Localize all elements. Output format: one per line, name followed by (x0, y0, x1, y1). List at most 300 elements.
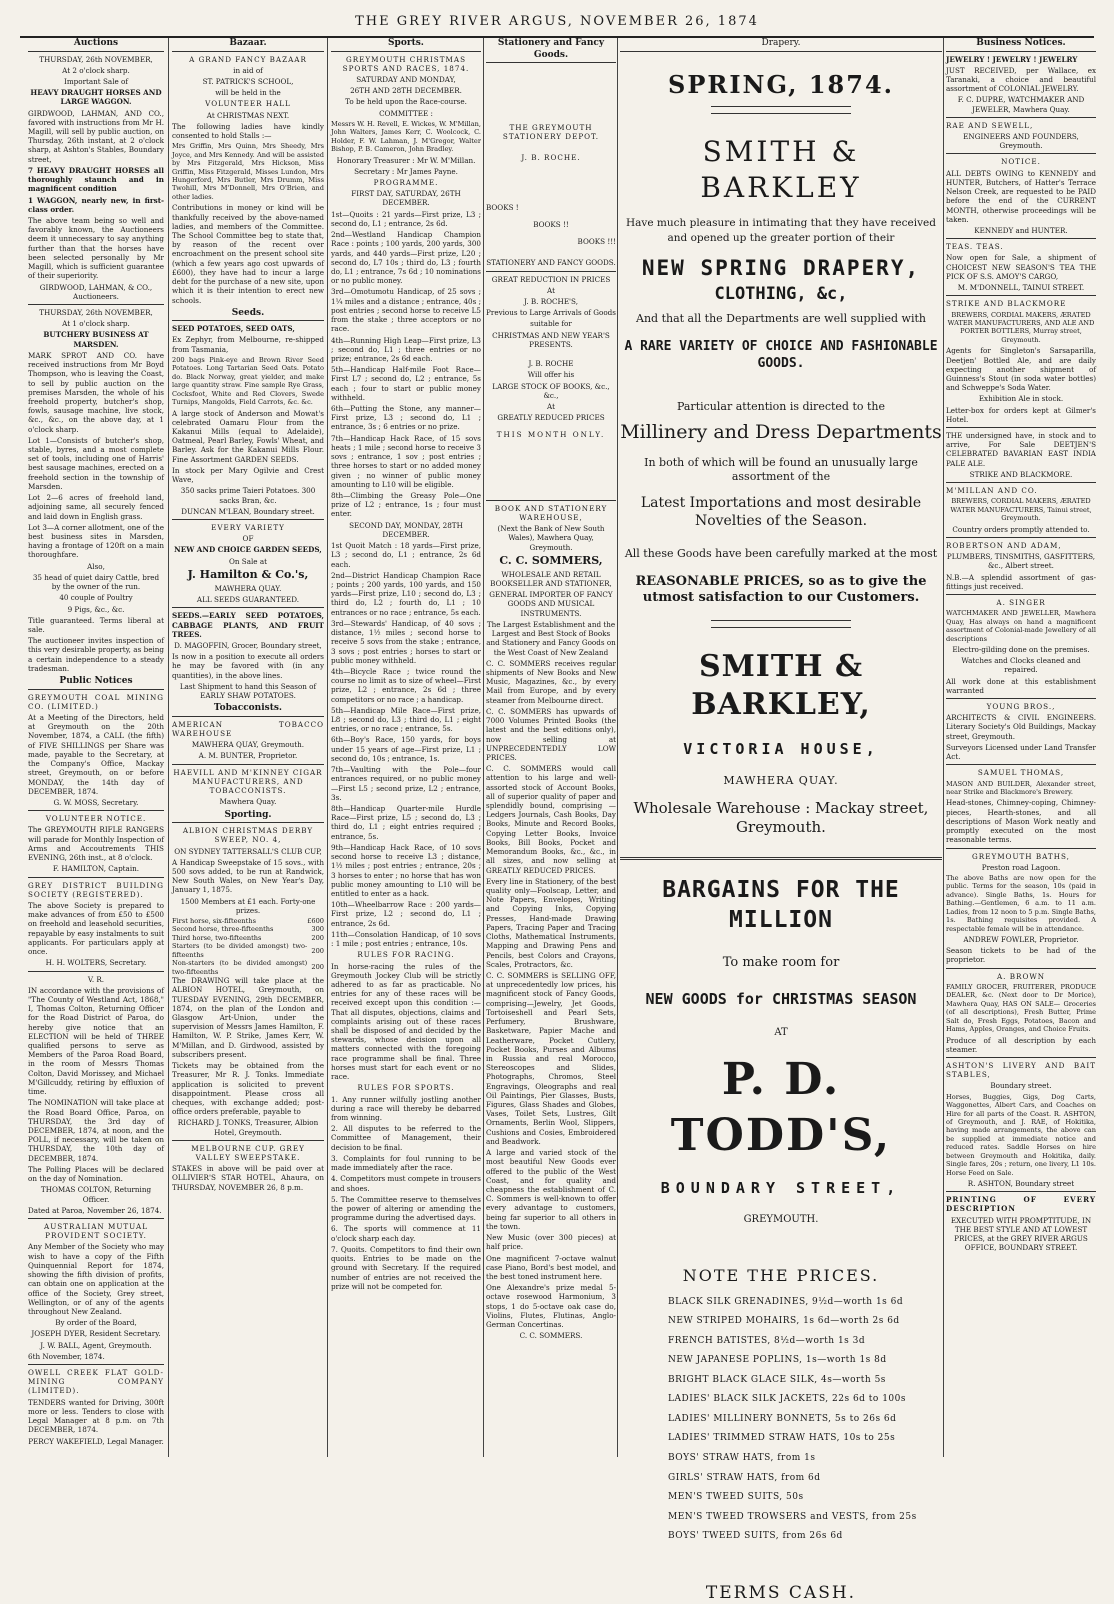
ad-title: ASHTON'S LIVERY AND BAIT STABLES, (946, 1060, 1096, 1080)
ad-line: Surveyors Licensed under Land Transfer Act. (946, 742, 1096, 762)
ad-line: ON SYDNEY TATTERSALL'S CLUB CUP, (174, 846, 322, 856)
firm-name-large: SMITH & BARKLEY, (691, 648, 871, 723)
ad-body: The above team being so well and favorably known, the Auctioneers deem it unnecessary to say anything further than that the horses have been selected personally by Mr Magill, which is sufficient guarantee of their superiority. (28, 216, 164, 281)
ad-line: Watches and Clocks cleaned and repaired. (961, 656, 1081, 675)
table-cell: Starters (to be divided amongst) two-fifteenths (172, 942, 308, 959)
divider (28, 1364, 164, 1365)
table-cell: Non-starters (to be divided amongst) two-fifteenths (172, 959, 308, 976)
ad-title: GREYMOUTH CHRISTMAS SPORTS AND RACES, 1874. (342, 54, 470, 73)
divider (28, 877, 164, 878)
divider (946, 482, 1096, 483)
ad-line: Also, (87, 561, 105, 571)
ad-line: D. MAGOFFIN, Grocer, Boundary street, (174, 640, 322, 650)
ad-body: MARK SPROT AND CO. have received instructions from Mr Boyd Thompson, who is leaving the Coast, to sell by public auction on the premises Marsden, the whole of his freehold property, butcher's shop, fowls, sausage machine, live stock, &c., &c., on the above day, at 1 o'clock sharp. (28, 350, 164, 434)
ad-title: GREYMOUTH BATHS, (972, 851, 1070, 861)
race-event: 1st Quoit Match : 18 yards—First prize, L3 ; second do, L1 ; entrance, 2s 6d each. (331, 541, 481, 569)
section-heading: Drapery. (620, 38, 942, 52)
race-event: 2nd—District Handicap Champion Race ; points ; 200 yards, 100 yards, and 150 yards—First prize, L10 ; second do, L3 ; third do, L2 ; fourth do, L1 ; 10 entrances or no race ; entrance, 5s each. (331, 570, 481, 617)
ad-body: A large and varied stock of the most beautiful New Goods ever offered to the public of the West Coast, and for quality and cheapness the establishment of C. C. Sommers is well-known to offer every advantage to customers, being far superior to all others in the town. (486, 1148, 616, 1231)
bargains-heading: BARGAINS FOR THE MILLION (662, 877, 900, 933)
race-event: 7th—Vaulting with the Pole—four entrances required, or no public money—First L5 ; second prize, L2 ; entrance, 3s. (331, 765, 481, 802)
ad-body: PLUMBERS, TINSMITHS, GASFITTERS, &c., Albert street. (946, 552, 1096, 571)
victoria-house: VICTORIA HOUSE, (683, 739, 879, 758)
advert-melbourne-cup (172, 1144, 324, 1192)
section-heading: Auctions (28, 38, 164, 52)
ad-body: In horse-racing the rules of the Greymouth Jockey Club will be strictly adhered to as far as practicable. No entries for any of these races will be received except upon this condition :—That all disputes, objections, claims and complaints arising out of these races shall be disposed of and decided by the stewards, whose decision upon all matters connected with the foregoing race programme shall be final. Three horses must start for each event or no race. (331, 961, 481, 1082)
advert-roche-reduction (486, 275, 616, 440)
ad-line: All work done at this establishment warranted (946, 676, 1096, 695)
divider (946, 295, 1096, 296)
ad-line: 26TH AND 28TH DECEMBER. (350, 86, 462, 96)
ad-body: The following ladies have kindly consented to hold Stalls :— (172, 121, 324, 141)
ad-signature: DUNCAN M'LEAN, Boundary street. (181, 506, 315, 516)
advert-gold-mining (28, 1368, 164, 1446)
price-item: GIRLS' STRAW HATS, from 6d (668, 1472, 821, 1483)
race-event: 10th—Wheelbarrow Race : 200 yards—First prize, L2 ; second do, L1 ; entrance, 2s 6d. (331, 900, 481, 928)
race-event: 8th—Climbing the Greasy Pole—One prize of L2 ; entrance, 1s ; four must enter. (331, 491, 481, 519)
column-divider (943, 38, 944, 1457)
divider (486, 500, 616, 501)
advert-sommers (486, 504, 616, 1341)
rule-item: 2. All disputes to be referred to the Committee of Management, their decision to be final. (331, 1124, 481, 1152)
advert-amp-society (28, 1222, 164, 1361)
ad-body: Any Member of the Society who may wish to have a copy of the Fifth Quinquennial Report for 1874, showing the fifth division of profits, can obtain one on application at the office of the Society, Grey street, Wellington, or of any of the agents throughout New Zealand. (28, 1242, 164, 1316)
ad-body: Horses, Buggies, Gigs, Dog Carts, Waggonettes, Albert Cars, and Coaches on Hire for all parts of the Coast. R. ASHTON, of Greymouth, and J. RAE, of Hokitika, having made arrangements, the above can be supplied at immediate notice and reduced rates. Saddle Horses on hire between Greymouth and Hokitika, daily. Single fares, 20s ; return, one livery, L1 10s. Horse Feed on Sale. (946, 1092, 1096, 1177)
column-divider (327, 38, 328, 1457)
marked-text: All these Goods have been carefully marked at the most (624, 546, 938, 560)
divider (28, 1218, 164, 1219)
advert-coal-mining (28, 693, 164, 808)
firm-name: SMITH & BARKLEY (700, 135, 862, 205)
todd-name: P. D. TODD'S, (670, 1053, 892, 1162)
ad-body: Messrs W. H. Revell, E. Wickes, W. M'Millan, John Walters, James Kerr, C. Woolcock, C. Holder, F. W. Lahman, J. M'Gregor, Walter Bishop, P. B. Cameron, John Bradley. (331, 119, 481, 154)
ad-body: One magnificent 7-octave walnut case Piano, Bord's best model, and the best toned instrument here. (486, 1253, 616, 1281)
race-event: 6th—Putting the Stone, any manner—First prize, L3 ; second do, L1 ; entrance, 3s ; 6 entries or no prize. (331, 404, 481, 432)
ad-line: Season tickets to be had of the proprietor. (946, 946, 1096, 965)
table-cell: Third horse, two-fifteenths (172, 933, 262, 942)
ad-firm: J. B. ROCHE. (521, 153, 581, 163)
ad-body: A large stock of Anderson and Mowat's celebrated Oamaru Flour from the Kakanui Mills (equal to Adelaide), Oatmeal, Pearl Barley, Fowls' Wheat, and Barley. Ask for the Kakanui Mills Flour. Fine Assortment GARDEN SEEDS. (172, 408, 324, 464)
ad-line: Boundary street. (990, 1081, 1052, 1091)
divider (946, 238, 1096, 239)
ad-title: GREAT REDUCTION IN PRICES (491, 274, 611, 284)
divider (172, 607, 324, 608)
intro-text: Have much pleasure in intimating that they have received and opened up the greater portion of their (626, 217, 936, 244)
divider (946, 427, 1096, 428)
column-divider (483, 38, 484, 1457)
price-item: LADIES' TRIMMED STRAW HATS, 10s to 25s (668, 1433, 896, 1444)
race-event: 5th—Handicap Mile Race—First prize, L8 ; second do, L3 ; third do, L1 ; eight entries, or no race ; entrance, 5s. (331, 705, 481, 734)
ad-body: New Music (over 300 pieces) at half price. (486, 1233, 616, 1252)
ad-line: RULES FOR RACING. (357, 950, 455, 960)
ad-signature: A. M. BUNTER, Proprietor. (198, 751, 298, 761)
ad-signature: R. ASHTON, Boundary street (967, 1179, 1075, 1189)
ad-line: Exhibition Ale in stock. (978, 394, 1064, 404)
ad-signature: KENNEDY and HUNTER. (974, 226, 1068, 236)
ornament-divider (711, 106, 851, 114)
ad-date: Dated at Paroa, November 26, 1874. (28, 1205, 162, 1215)
attention-text: Particular attention is directed to the (676, 400, 886, 414)
ad-body: The auctioneer invites inspection of this very desirable property, as being a certain independence to a steady tradesman. (28, 636, 164, 673)
ad-line: At CHRISTMAS NEXT. (206, 110, 290, 120)
ad-body: Contributions in money or kind will be thankfully received by the above-named ladies, and members of the Committee. The School Committee beg to state that, by reason of the recent over encroachment on the present school site (which a few years ago cost upwards of £600), they have had to incur a large debt for the purchase of a new site, upon which it is their intention to erect new schools. (172, 203, 324, 305)
ad-lot: 7 HEAVY DRAUGHT HORSES all thoroughly staunch and in magnificent condition (28, 165, 164, 194)
ad-line: LARGE STOCK OF BOOKS, &c., &c., (492, 381, 610, 400)
ad-line: will be held in the (215, 88, 281, 98)
rule-item: 1. Any runner wilfully jostling another during a race will thereby be debarred from winning. (331, 1094, 481, 1123)
ad-body: Head-stones, Chimney-coping, Chimney-pieces, Hearth-stones, and all descriptions of Mason Work neatly and promptly executed on the most reasonable terms. (946, 798, 1096, 845)
race-event: 9th—Handicap Hack Race, of 10 sovs second horse to receive L3 ; distance, 1½ miles ; post entries ; entrance, 20s ; 3 horses to enter ; no horse that has won public money amounting to L10 will be entitled to enter as a hack. (331, 842, 481, 898)
column-divider (617, 38, 618, 1457)
new-goods-heading: NEW GOODS for CHRISTMAS SEASON (645, 989, 917, 1008)
ad-line: Preston road Lagoon. (981, 862, 1061, 872)
race-event: 5th—Handicap Half-mile Foot Race—First L7 ; second do, L2 ; entrance, 5s each ; four to start or public money withheld. (331, 365, 481, 402)
advert-horses (28, 55, 164, 301)
ad-firm: J. Hamilton & Co.'s, (187, 567, 309, 581)
ad-title: STRIKE AND BLACKMORE (946, 299, 1067, 309)
ad-lot: Lot 2—6 acres of freehold land, adjoining same, all securely fenced and laid down in English grass. (28, 493, 164, 521)
mawhera-quay: MAWHERA QUAY. (723, 773, 839, 787)
ad-line: Honorary Treasurer : Mr W. M'Millan. (336, 155, 476, 165)
ad-firm: C. C. SOMMERS, (499, 553, 603, 567)
ad-body: C. C. SOMMERS would call attention to his large and well-assorted stock of Account Books, all of superior quality of paper and splendidly bound, comprising — Ledgers Journals, Cash Books, Day Books, Minute and Record Books, Copying Letter Books, Invoice Books, Bill Books, Pocket and Memorandum Books, &c., &c., in all sizes, and now selling at GREATLY REDUCED PRICES. (486, 764, 616, 875)
ad-title: TEAS. TEAS. (946, 242, 1004, 252)
divider (172, 519, 324, 520)
ad-line: GENERAL IMPORTER OF FANCY GOODS AND MUSICAL INSTRUMENTS. (489, 590, 613, 618)
ad-body: The Polling Places will be declared on the day of Nomination. (28, 1164, 164, 1184)
race-event: 11th—Consolation Handicap, of 10 sovs : 1 mile ; post entries ; entrance, 10s. (331, 929, 481, 949)
ornament-divider (711, 620, 851, 628)
advert-tobacco (172, 720, 324, 761)
ad-line: Ex Zephyr, from Melbourne, re-shipped from Tasmania, (172, 335, 324, 354)
divider (946, 153, 1096, 154)
ad-title: V. R. (87, 974, 105, 984)
advert-mmillan (946, 486, 1096, 534)
divider (172, 764, 324, 765)
divider (172, 1140, 324, 1141)
ad-line: ST. PATRICK'S SCHOOL, (202, 76, 294, 86)
latest-heading: Latest Importations and most desirable Novelties of the Season. (640, 494, 922, 529)
ad-line: CHRISTMAS AND NEW YEAR'S PRESENTS. (492, 330, 610, 349)
terms-cash: TERMS CASH. (705, 1582, 857, 1603)
ad-line: suitable for (530, 319, 572, 329)
ad-body: Mrs Griffin, Mrs Quinn, Mrs Sheedy, Mrs Joyce, and Mrs Kennedy. And will be assisted by Mrs Fitzgerald, Mrs Hickson, Miss Griffin, Miss Fitzgerald, Misses Lundon, Mrs Hungerford, Mrs Butler, Mrs Drumm, Miss Twohill, Mrs M'Donnell, Mrs O'Brien, and other ladies. (172, 142, 324, 201)
ad-line: Letter-box for orders kept at Gilmer's Hotel. (946, 405, 1096, 424)
ad-body: GIRDWOOD, LAHMAN, AND CO., favored with instructions from Mr H. Magill, will sell by public auction, on Thursday, 26th instant, at 2 o'clock sharp, at Ashton's Stables, Boundary street, (28, 108, 164, 164)
ad-title: OWELL CREEK FLAT GOLD-MINING COMPANY (LIMITED). (28, 1368, 164, 1396)
ad-body: ARCHITECTS & CIVIL ENGINEERS. Literary Society's Old Buildings, Mackay street, Greymouth. (946, 713, 1096, 741)
ad-line: BOOKS ! (486, 202, 519, 212)
divider (946, 698, 1096, 699)
ad-line: MAWHERA QUAY, Greymouth. (191, 740, 305, 750)
ad-line: 350 sacks prime Taieri Potatoes. 300 sacks Bran, &c. (180, 486, 316, 505)
column-sports (331, 38, 481, 1457)
ad-body: One Alexandre's prize medal 5-octave rosewood Harmonium, 3 stops, 1 do 5-octave oak case do, Violins, Flutes, Flutinas, Anglo-German Concertinas. (486, 1283, 616, 1330)
ad-line: Will offer his (527, 370, 575, 380)
ad-signature: C. C. SOMMERS. (519, 1331, 583, 1341)
price-item: BOYS' STRAW HATS, from 1s (668, 1452, 816, 1463)
ad-signature: F. HAMILTON, Captain. (52, 864, 140, 874)
ad-body: 200 bags Pink-eye and Brown River Seed Potatoes. Long Tartarian Seed Oats. Potato do. Black Norway, great yielder, and make large quantity straw. Fine sample Rye Grass, Cocksfoot, White and Red Clovers, Swede Turnips, Mangolds, Field Carrots, &c. &c. (172, 355, 324, 407)
price-item: BLACK SILK GRENADINES, 9½d—worth 1s 6d (668, 1296, 904, 1307)
advert-stationery-depot (486, 123, 616, 268)
table-cell: Second horse, three-fifteenths (172, 925, 274, 934)
ad-body: BREWERS, CORDIAL MAKERS, ÆRATED WATER MANUFACTURERS, Tainui street, Greymouth. (950, 497, 1092, 523)
advert-brown (946, 972, 1096, 1054)
divider (28, 304, 164, 305)
advert-teas (946, 242, 1096, 292)
ad-title: SEEDS.—EARLY SEED POTATOES, CABBAGE PLANTS, AND FRUIT TREES. (172, 611, 324, 639)
ad-title: BUTCHERY BUSINESS AT MARSDEN. (43, 330, 149, 349)
ad-title: SEED POTATOES, SEED OATS, (172, 324, 295, 334)
ad-signature: J. W. BALL, Agent, Greymouth. (40, 1340, 152, 1350)
ad-line: Electro-gilding done on the premises. (952, 644, 1090, 654)
table-row (172, 942, 324, 959)
ad-body: Is now in a position to execute all orders he may be favored with (in any quantities), in the above lines. (172, 652, 324, 680)
advert-robertson-adam (946, 541, 1096, 591)
table-cell: £600 (307, 917, 324, 926)
ad-time: At 1 o'clock sharp. (62, 319, 130, 329)
section-heading: Tobacconists. (172, 703, 324, 717)
price-item: NEW JAPANESE POPLINS, 1s—worth 1s 8d (668, 1355, 887, 1366)
ad-body: The GREYMOUTH RIFLE RANGERS will parade for Monthly Inspection of Arms and Accoutrements THIS EVENING, 26th inst., at 8 o'clock. (28, 825, 164, 863)
section-heading: Stationery and Fancy Goods. (486, 38, 616, 63)
ad-body: TENDERS wanted for Driving, 300ft more or less. Tenders to close with Legal Manager at 8 p.m. on 7th DECEMBER, 1874. (28, 1397, 164, 1435)
price-item: FRENCH BATISTES, 8½d—worth 1s 3d (668, 1335, 866, 1346)
ad-signature: G. W. MOSS, Secretary. (53, 798, 139, 807)
ad-title: EVERY VARIETY (211, 522, 285, 532)
race-event: 7th—Handicap Hack Race, of 15 sovs heats ; 1 mile ; second horse to receive 3 sovs ; entrance, 1 sov ; post entries ; three horses to start or no added money given ; no winner of public money amounting to L10 will be eligible. (331, 433, 481, 489)
advert-printing (946, 1195, 1096, 1252)
ad-signature: ANDREW FOWLER, Proprietor. (963, 935, 1079, 945)
ad-body: C. C. SOMMERS receives regular shipments of New Books and New Music, Magazines, &c., by every Mail from Europe, and by every steamer from Melbourne direct. (486, 658, 616, 705)
ad-title: NOTICE. (1001, 157, 1041, 167)
price-item: LADIES' MILLINERY BONNETS, 5s to 26s 6d (668, 1413, 897, 1424)
rule-item: 5. The Committee reserve to themselves the power of altering or amending the programme during the advertised days. (331, 1194, 481, 1223)
divider (946, 594, 1096, 595)
ad-body: BREWERS, CORDIAL MAKERS, ÆRATED WATER MANUFACTURERS, AND ALE AND PORTER BOTTLERS, Murray street, Greymouth. (947, 310, 1095, 344)
column-business (946, 38, 1096, 1457)
divider (946, 1057, 1096, 1058)
table-row (172, 934, 324, 942)
divider (946, 764, 1096, 765)
boundary-street: BOUNDARY STREET, (660, 1179, 902, 1198)
ad-title: PRINTING OF EVERY DESCRIPTION (946, 1195, 1096, 1214)
ad-lot: Lot 1—Consists of butcher's shop, stable, byres, and a most complete set of tools, including one of Harris' best sausage machines, erected on a freehold section in the township of Marsden. (28, 435, 164, 491)
table-cell: 200 (311, 946, 324, 955)
ad-line: At (547, 285, 555, 295)
race-event: 4th—Bicycle Race ; twice round the course no limit as to size of wheel—First prize, L2 ; entrance, 2s 6d ; three competitors or no race ; a handicap. (331, 666, 481, 704)
both-text: In both of which will be found an unusually large assortment of the (644, 455, 918, 483)
spring-heading: SPRING, 1874. (668, 69, 894, 99)
ad-line: FIRST DAY, SATURDAY, 26TH DECEMBER. (351, 189, 461, 208)
masthead (20, 14, 1094, 38)
advert-singer (946, 598, 1096, 695)
column-drapery (620, 38, 942, 1603)
ad-body: ALL DEBTS OWING to KENNEDY and HUNTER, Butchers, of Hatter's Terrace Nelson Creek, are requested to be PAID before the end of the CURRENT MONTH, otherwise proceedings will be taken. (946, 168, 1096, 224)
ad-line: In stock per Mary Ogilvie and Crest Wave, (172, 465, 324, 485)
table-row (172, 925, 324, 933)
ad-line: (Next the Bank of New South Wales), Mawhera Quay, Greymouth. (497, 524, 605, 552)
ad-title: VOLUNTEER NOTICE. (45, 814, 147, 824)
ad-title: ALBION CHRISTMAS DERBY SWEEP, NO. 4, (182, 826, 314, 845)
divider (28, 810, 164, 811)
ad-title: AUSTRALIAN MUTUAL PROVIDENT SOCIETY. (44, 1221, 148, 1241)
ad-line: Title guaranteed. Terms liberal at sale. (28, 615, 164, 634)
advert-derby-sweep (172, 826, 324, 1137)
ad-line: The Largest Establishment and the Largest and Best Stock of Books and Stationery and Fancy Goods on the West Coast of New Zealand (486, 619, 616, 657)
ad-body: The above Baths are now open for the public. Terms for the season, 10s (paid in advance). Single Baths, 1s. Hours for Bathing.—Gentlemen, 6 a.m. to 11 a.m. Ladies, from 12 noon to 5 p.m. Single Baths, 1s. Bathing requisites provided. A respectable female will be in attendance. (946, 873, 1096, 933)
variety-heading: A RARE VARIETY OF CHOICE AND FASHIONABLE GOODS. (624, 338, 938, 371)
ad-firm: J. B. ROCHE'S, (524, 297, 578, 306)
ad-line: in aid of (233, 65, 263, 75)
advert-jewelry (946, 55, 1096, 114)
ad-body: MASON AND BUILDER, Alexander street, near Strike and Blackmore's Brewery. (946, 779, 1096, 797)
ad-title: ROBERTSON AND ADAM, (946, 540, 1062, 550)
ad-line: Secretary : Mr James Payne. (354, 166, 458, 176)
ad-body: JUST RECEIVED, per Wallace, ex Taranaki, a choice and beautiful assortment of COLONIAL JEWELRY. (946, 65, 1096, 94)
reasonable-text: REASONABLE PRICES, so as to give the utmost satisfaction to our Customers. (635, 573, 927, 606)
ad-title: GREYMOUTH COAL MINING CO. (LIMITED.) (28, 692, 164, 711)
ad-line: By order of the Board, (55, 1318, 137, 1328)
ad-title: SAMUEL THOMAS, (977, 768, 1065, 778)
ad-line: Important Sale of (63, 76, 129, 86)
wholesale-text: Wholesale Warehouse : Mackay street, Greymouth. (633, 798, 929, 837)
prize-table (172, 917, 324, 976)
divider (946, 1191, 1096, 1192)
ad-signature: THOMAS COLTON, Returning Officer. (40, 1185, 152, 1204)
ad-body: Agents for Singleton's Sarsaparilla, Deetjen' Bottled Ale, and are daily expecting another shipment of Guinness's Stout (in soda water bottles) and Schweppe's Soda Water. (946, 346, 1096, 393)
ad-body: Tickets may be obtained from the Treasurer, Mr R. J. Tonks. Immediate application is solicited to prevent disappointment. Please cross all cheques, with exchange added; post-office orders preferable, payable to (172, 1061, 324, 1117)
ad-title: YOUNG BROS., (986, 702, 1056, 712)
ad-body: IN accordance with the provisions of "The County of Westland Act, 1868," I, Thomas Colton, Returning Officer for the Road District of Paroa, do hereby give notice that an ELECTION will be held of THREE qualified persons to serve as Members of the Paroa Road Board, in the room of Messrs Thomas Colton, David Morissey, and Michael M'Gillcuddy, retiring by effluxion of time. (28, 985, 164, 1097)
ad-body: At a Meeting of the Directors, held at Greymouth on the 20th November, 1874, a CALL (the fifth) of FIVE SHILLINGS per Share was made, payable to the Secretary, at the Company's Office, Mackay street, Greymouth, on or before MONDAY, the 14th day of DECEMBER, 1874. (28, 713, 164, 796)
ad-line: THIS MONTH ONLY. (496, 430, 606, 440)
advert-rae-sewell (946, 121, 1096, 151)
ad-line: 35 head of quiet dairy Cattle, bred by the owner of the run. (32, 572, 160, 592)
ad-body: STAKES in above will be paid over at OLLIVIER'S STAR HOTEL, Ahaura, on THURSDAY, NOVEMBER 26, 8 p.m. (172, 1164, 324, 1192)
ad-line: VOLUNTEER HALL (205, 99, 291, 109)
ad-line: To be held upon the Race-course. (345, 97, 467, 107)
ad-body: EXECUTED WITH PROMPTITUDE, IN THE BEST STYLE AND AT LOWEST PRICES, at the GREY RIVER ARGUS OFFICE, BOUNDARY STREET. (950, 1215, 1092, 1253)
ad-body: C. C. SOMMERS has upwards of 7000 Volumes Printed Books (the latest and the best editions only), now selling at UNPRECEDENTEDLY LOW PRICES. (486, 706, 616, 762)
ad-line: NEW AND CHOICE GARDEN SEEDS, (174, 545, 322, 555)
ad-title: HEAVY DRAUGHT HORSES AND LARGE WAGGON. (30, 88, 162, 107)
ad-body: A Handicap Sweepstake of 15 sovs., with 500 sovs added, to be run at Randwick, New South Wales, on New Year's Day, January 1, 1875. (172, 857, 324, 895)
ad-signature: PERCY WAKEFIELD, Legal Manager. (28, 1436, 164, 1446)
ad-title: HAEVILL AND M'KINNEY CIGAR MANUFACTURERS, AND TOBACCONISTS. (173, 767, 323, 796)
ad-title: BOOK AND STATIONERY WAREHOUSE, (494, 503, 608, 522)
rule-item: 3. Complaints for foul running to be made immediately after the race. (331, 1153, 481, 1173)
ad-title: JEWELRY ! JEWELRY ! JEWELRY (946, 54, 1078, 64)
ad-line: BOOKS !!! (577, 237, 616, 247)
table-cell: 200 (311, 933, 324, 942)
ad-line: At (547, 401, 555, 411)
ad-line: SATURDAY AND MONDAY, (356, 74, 456, 84)
ad-body: THE undersigned have, in stock and to arrive, For Sale DEETJEN'S CELEBRATED BAVARIAN EAST INDIA PALE ALE. (946, 431, 1096, 468)
rule-item: 7. Quoits. Competitors to find their own quoits. Entries to be made on the ground with Secretary. If the required number of entries are not received the prize will not be competed for. (331, 1244, 481, 1291)
advert-young-bros (946, 702, 1096, 761)
ad-title: RAE AND SEWELL, (946, 120, 1034, 130)
race-event: 6th—Boy's Race, 150 yards, for boys under 15 years of age—First prize, L1 ; second do, 10s ; entrance, 1s. (331, 735, 481, 763)
table-cell: 300 (311, 925, 324, 934)
section-heading: Seeds. (172, 308, 324, 322)
ad-lot: Lot 3—A corner allotment, one of the best business sites in Marsden, having a frontage of 120ft on a main thoroughfare. (28, 522, 164, 560)
ad-line: N.B.—A splendid assortment of gas-fittings just received. (946, 572, 1096, 591)
ad-line: Previous to Large Arrivals of Goods (486, 308, 616, 318)
section-heading: Sports. (331, 38, 481, 52)
ad-title: THE GREYMOUTH STATIONERY DEPOT. (502, 123, 600, 142)
ad-date: 6th November, 1874. (28, 1351, 105, 1361)
race-event: 3rd—Omotumotu Handicap, of 25 sovs ; 1¼ miles and a distance ; entrance, 40s ; post entries ; second horse to receive L5 from the stake ; three acceptors or no race. (331, 287, 482, 334)
ad-firm: J. B. ROCHE (528, 359, 574, 369)
divider (28, 971, 164, 972)
ad-signature: STRIKE AND BLACKMORE. (969, 469, 1073, 479)
divider (946, 117, 1096, 118)
advert-bazaar (172, 55, 324, 305)
ad-line: RULES FOR SPORTS. (357, 1083, 455, 1093)
price-item: NEW STRIPED MOHAIRS, 1s 6d—worth 2s 6d (668, 1316, 900, 1327)
divider (946, 968, 1096, 969)
rule-item: 6. The sports will commence at 11 o'clock sharp each day. (331, 1224, 481, 1243)
ad-body: The NOMINATION will take place at the Road Board Office, Paroa, on THURSDAY, the 3rd day of DECEMBER, 1874, at noon, and the POLL, if necessary, will be taken on THURSDAY, the 10th day of DECEMBER, 1874. (28, 1098, 164, 1163)
table-row (172, 917, 324, 925)
ad-line: COMMITTEE : (379, 108, 433, 118)
column-bazaar (172, 38, 324, 1457)
advert-deetjen (946, 431, 1096, 479)
column-stationery (486, 38, 616, 1457)
table-cell: First horse, six-fifteenths (172, 917, 256, 926)
todd-advert (620, 857, 942, 1604)
ad-body: The DRAWING will take place at the ALBION HOTEL, Greymouth, on TUESDAY EVENING, 29th DECEMBER, 1874, on the plan of the London and Glasgow Art-Union, under the supervision of Messrs James Hamilton, F. Hamilton, W. P. Strike, James Kerr, W. M'Millan, and D. Girdwood, assisted by subscribers present. (172, 976, 324, 1059)
ad-line: Produce of all description by each steamer. (946, 1035, 1096, 1054)
ad-lot: 1 WAGGON, nearly new, in first-class order. (28, 195, 164, 214)
race-event: 4th—Running High Leap—First prize, L3 ; second do, L1 ; three entries or no prize; entrance, 2s 6d each. (331, 335, 481, 363)
millinery-heading: Millinery and Dress Departments (620, 421, 942, 444)
ad-line: 1500 Members at £1 each. Forty-one prizes. (180, 896, 316, 915)
advert-notice (946, 157, 1096, 235)
ad-body: Now open for Sale, a shipment of CHOICEST NEW SEASON'S TEA THE PICK OF S.S. AMOY'S CARGO, (946, 253, 1096, 281)
price-item: MEN'S TWEED SUITS, 50s (668, 1492, 804, 1503)
race-event: 3rd—Stewards' Handicap, of 40 sovs ; distance, 1½ miles ; second horse to receive 5 sovs from the stake ; entrance, 3 sovs ; post entries ; horses to start or public money withheld. (331, 618, 481, 665)
ad-body: WATCHMAKER AND JEWELLER, Mawhera Quay, Has always on hand a magnificent assortment of Colonial-made Jewellery of all descriptions (946, 609, 1096, 643)
advert-seeds (172, 324, 324, 516)
price-item: LADIES' BLACK SILK JACKETS, 22s 6d to 100s (668, 1394, 906, 1405)
advert-volunteer (28, 814, 164, 873)
section-heading: Sporting. (172, 810, 324, 824)
newspaper-title: THE GREY RIVER ARGUS, NOVEMBER 26, 1874 (355, 14, 759, 29)
new-spring-heading: NEW SPRING DRAPERY, (641, 256, 921, 281)
race-event: 1st—Quoits : 21 yards—First prize, L3 ; second do, L1 ; entrance, 2s 6d. (331, 209, 481, 228)
ad-line: 40 couple of Poultry (59, 593, 133, 603)
advert-election (28, 975, 164, 1215)
ad-line: Mawhera Quay. (219, 797, 277, 807)
section-heading: Bazaar. (172, 38, 324, 52)
note-prices-heading: NOTE THE PRICES. (682, 1266, 880, 1286)
ad-body: FAMILY GROCER, FRUITERER, PRODUCE DEALER, &c. (Next door to Dr Morice), Mawhera Quay, HAS ON SALE— Groceries (of all descriptions), Fresh Butter, Prime Salt do, Fresh Eggs, Potatoes, Bacon and Hams, Apples, Oranges, and Choice Fruits. (946, 982, 1096, 1034)
greymouth-text: GREYMOUTH. (743, 1213, 819, 1225)
ad-signature: M. M'DONNELL, TAINUI STREET. (957, 283, 1085, 293)
ad-line: BOOKS !! (533, 219, 569, 229)
advert-butchery (28, 308, 164, 673)
ad-signature: F. C. DUPRE, WATCHMAKER AND JEWELER, Mawhera Quay. (957, 95, 1085, 114)
ad-line: Last Shipment to hand this Season of EARLY SHAW POTATOES. (179, 681, 317, 701)
ad-line: PROGRAMME. (373, 178, 439, 188)
ad-date: THURSDAY, 26th NOVEMBER, (39, 54, 153, 64)
ad-signature: RICHARD J. TONKS, Treasurer, Albion Hotel, Greymouth. (177, 1118, 319, 1137)
race-event: 8th—Handicap Quarter-mile Hurdle Race—First prize, L5 ; second do, L3 ; third do, L1 ; eight entries required ; entrance, 5s. (331, 804, 481, 841)
section-heading: Business Notices. (946, 38, 1096, 52)
